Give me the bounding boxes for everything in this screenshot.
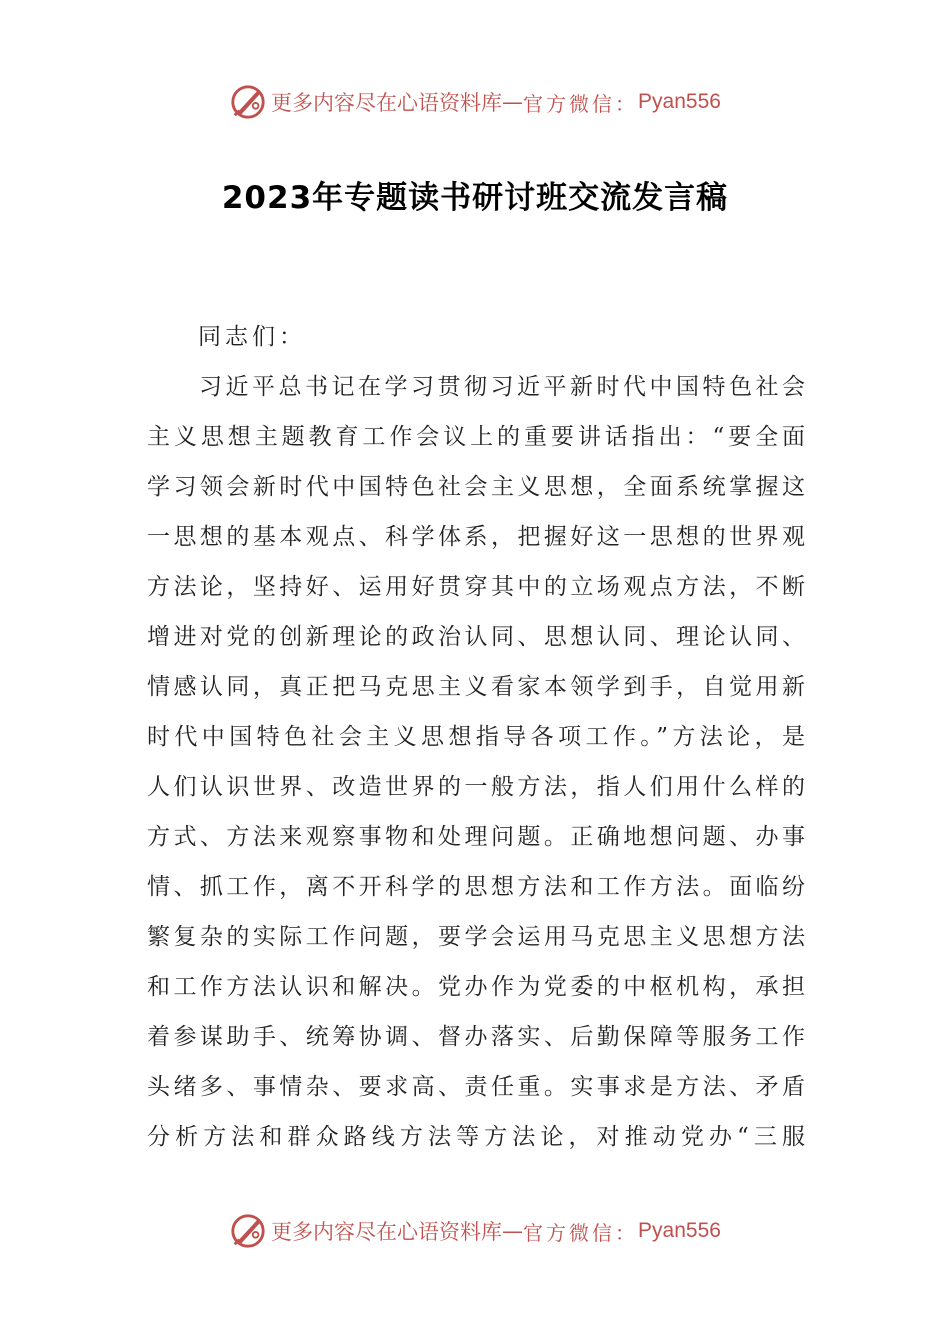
- document-title: 2023年专题读书研讨班交流发言稿: [221, 180, 729, 216]
- header-watermark: [0, 82, 950, 122]
- body-line: 和工作方法认识和解决。党办作为党委的中枢机构，承担: [147, 974, 805, 1000]
- body-line: 情、抓工作，离不开科学的思想方法和工作方法。面临纷: [147, 874, 805, 900]
- watermark-main-text: 更多内容尽在心语资料库: [271, 1220, 503, 1244]
- watermark-official-label: 官方微信：: [523, 91, 639, 116]
- document-body: [147, 362, 805, 1162]
- body-line: 习近平总书记在学习贯彻习近平新时代中国特色社会: [199, 374, 805, 400]
- quill-logo-icon: [229, 1212, 267, 1250]
- body-line: 方法论，坚持好、运用好贯穿其中的立场观点方法，不断: [147, 574, 805, 600]
- watermark-official-label: 官方微信：: [523, 1220, 639, 1245]
- body-line: 一思想的基本观点、科学体系，把握好这一思想的世界观: [147, 524, 805, 550]
- watermark-separator: —: [502, 1219, 524, 1243]
- body-line: 学习领会新时代中国特色社会主义思想，全面系统掌握这: [147, 474, 805, 500]
- body-line: 繁复杂的实际工作问题，要学会运用马克思主义思想方法: [147, 924, 805, 950]
- body-line: 方式、方法来观察事物和处理问题。正确地想问题、办事: [147, 824, 805, 850]
- body-line: 分析方法和群众路线方法等方法论，对推动党办“三服: [147, 1124, 805, 1150]
- quill-logo-icon: [229, 83, 267, 121]
- body-line: 主义思想主题教育工作会议上的重要讲话指出：“要全面: [147, 424, 805, 450]
- watermark-wechat-id: Pyan556: [638, 1219, 721, 1242]
- watermark-main-text: 更多内容尽在心语资料库: [271, 91, 503, 115]
- body-line: 头绪多、事情杂、要求高、责任重。实事求是方法、矛盾: [147, 1074, 805, 1100]
- body-line: 着参谋助手、统筹协调、督办落实、后勤保障等服务工作: [147, 1024, 805, 1050]
- watermark-separator: —: [502, 90, 524, 114]
- body-line: 人们认识世界、改造世界的一般方法，指人们用什么样的: [147, 774, 805, 800]
- body-line: 时代中国特色社会主义思想指导各项工作。”方法论，是: [147, 724, 805, 750]
- body-line: 情感认同，真正把马克思主义看家本领学到手，自觉用新: [147, 674, 805, 700]
- footer-watermark: [0, 1211, 950, 1251]
- body-line: 增进对党的创新理论的政治认同、思想认同、理论认同、: [147, 624, 805, 650]
- salutation: 同志们：: [198, 324, 306, 350]
- watermark-wechat-id: Pyan556: [638, 90, 721, 113]
